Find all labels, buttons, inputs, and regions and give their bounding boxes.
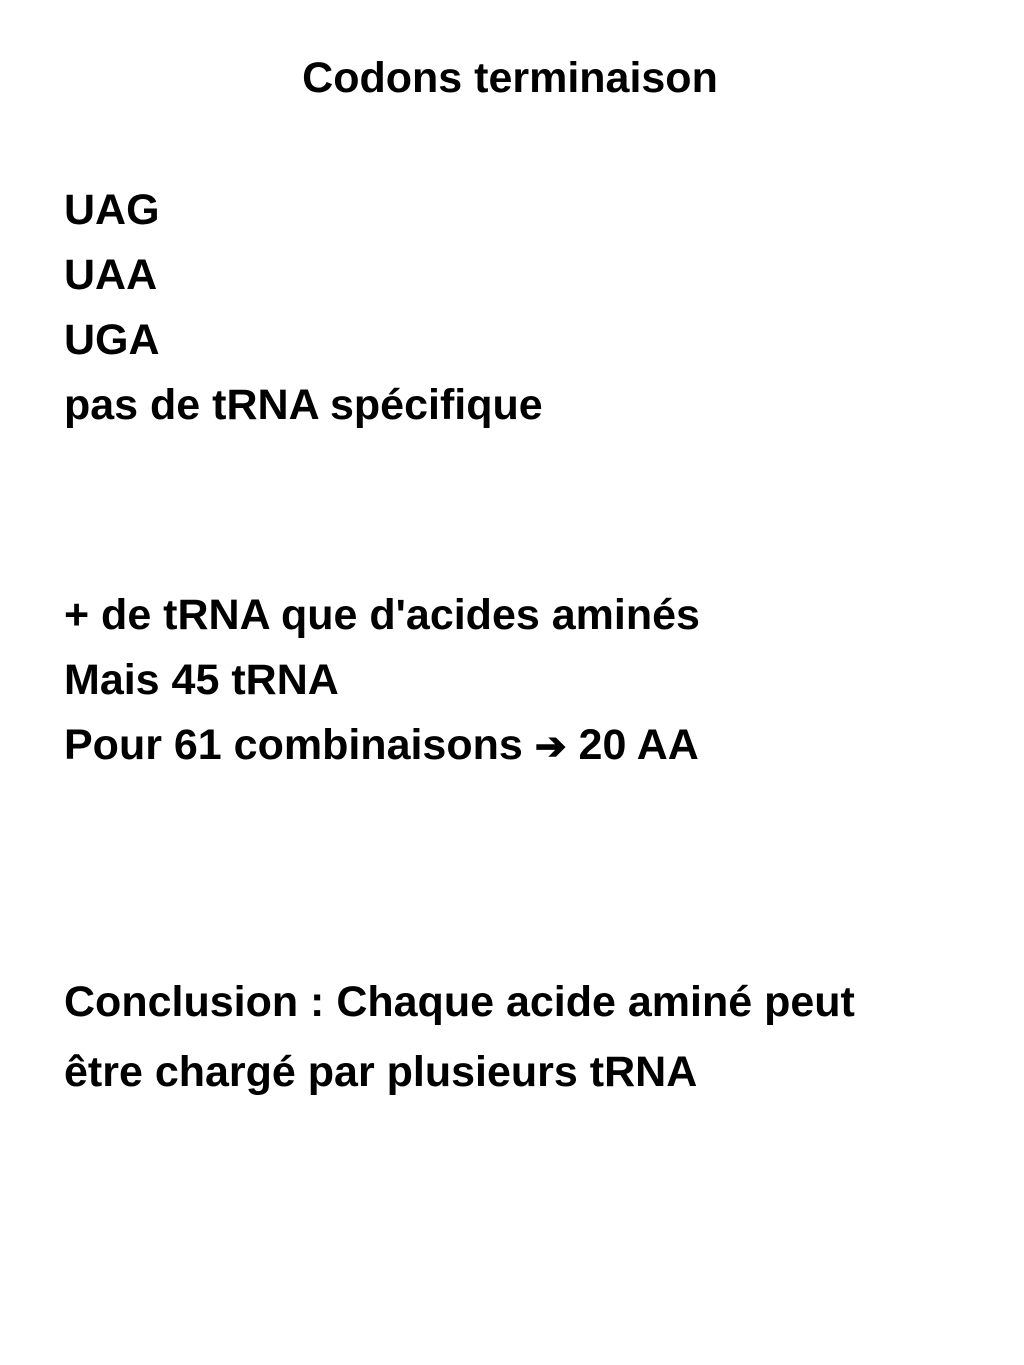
stop-note: pas de tRNA spécifique (64, 381, 543, 429)
trna-line-3-start: Pour 61 combinaisons (64, 721, 523, 769)
trna-line-3-end: 20 AA (578, 721, 699, 769)
right-arrow-icon: ➔ (534, 726, 567, 768)
stop-codon-uga: UGA (64, 316, 160, 364)
trna-line-2: Mais 45 tRNA (64, 656, 339, 704)
stop-codon-uag: UAG (64, 186, 160, 234)
trna-line-1: + de tRNA que d'acides aminés (64, 591, 700, 639)
page-title: Codons terminaison (302, 54, 718, 102)
stop-codon-uaa: UAA (64, 251, 158, 299)
conclusion-line-2: être chargé par plusieurs tRNA (64, 1048, 698, 1096)
trna-line-3 (64, 719, 699, 773)
conclusion-line-1: Conclusion : Chaque acide aminé peut (64, 978, 855, 1026)
